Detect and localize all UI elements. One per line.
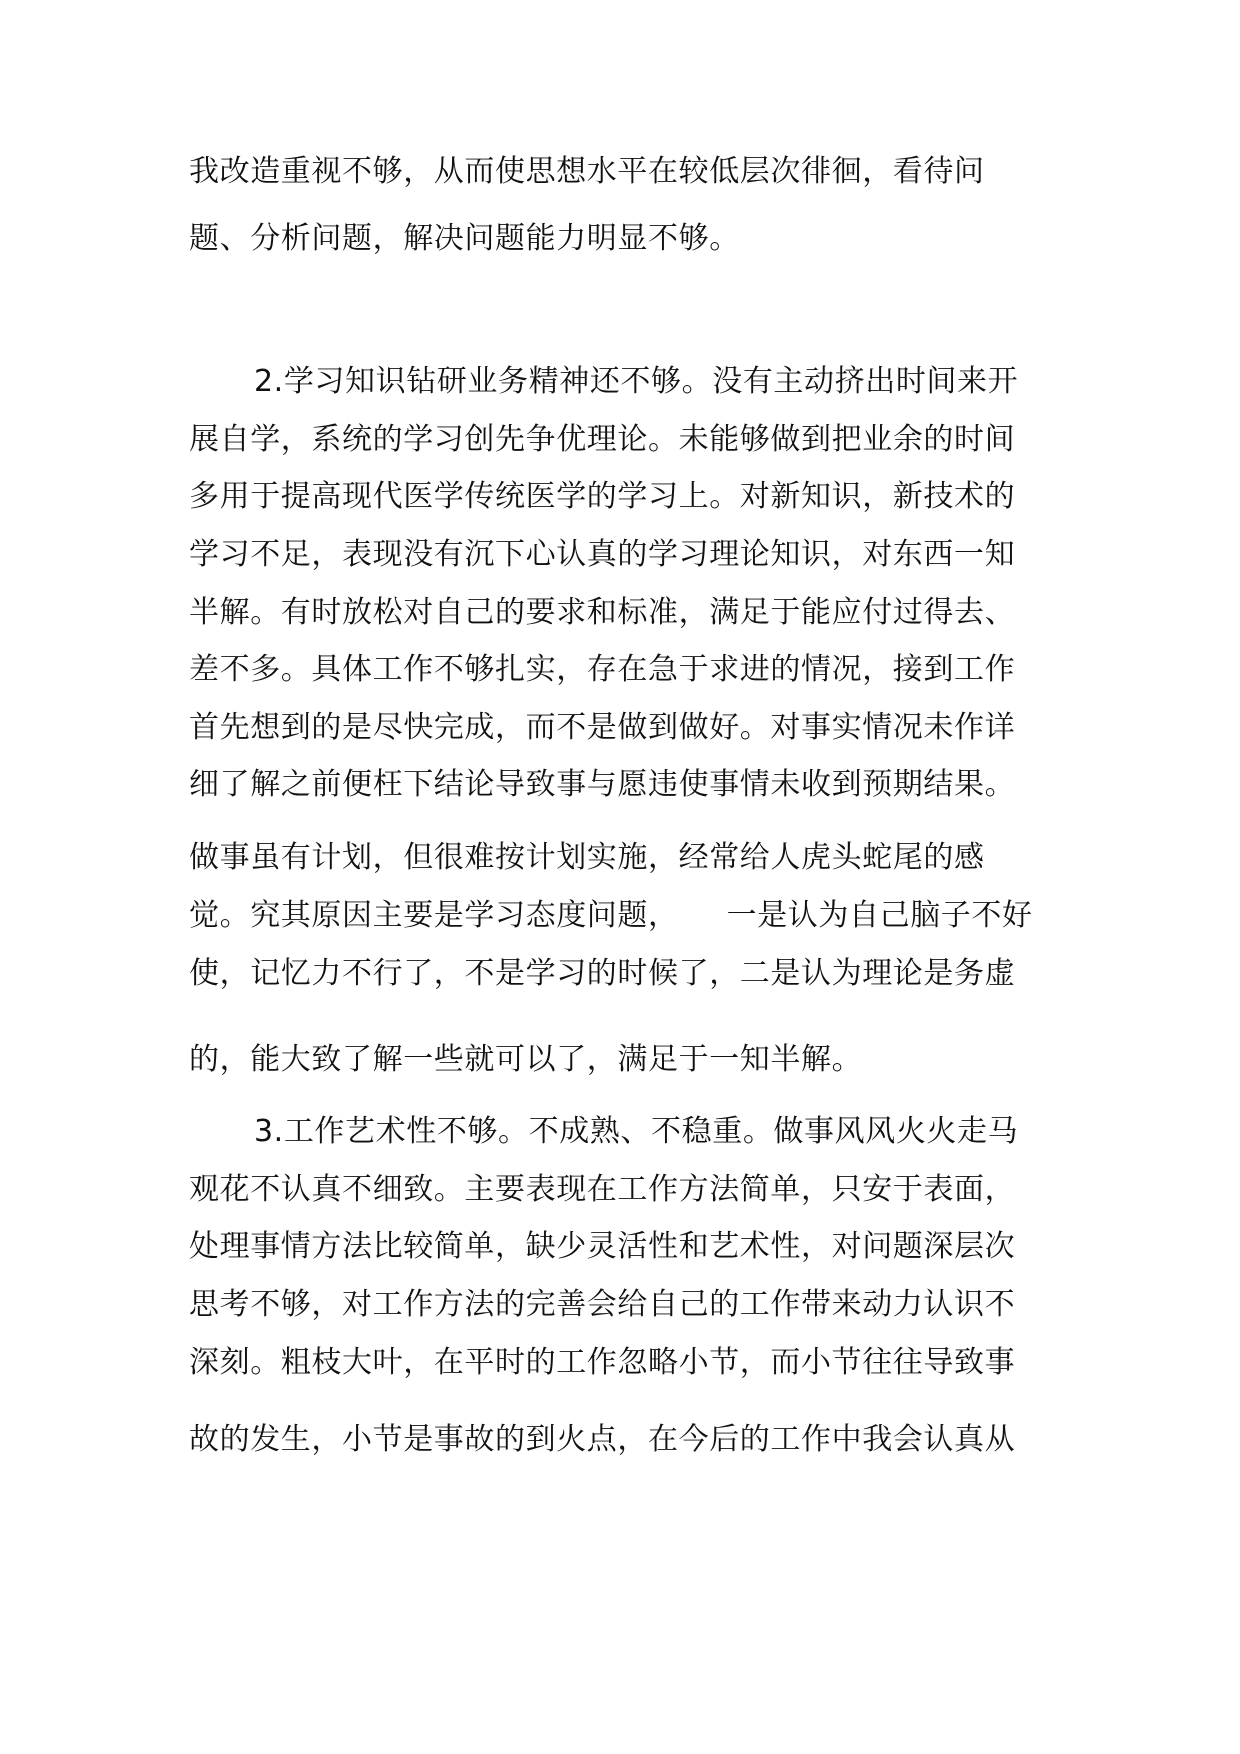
text-line: 故的发生，小节是事故的到火点，在今后的工作中我会认真从 xyxy=(189,1422,1016,1457)
text-fragment: 觉。究其原因主要是学习态度问题， xyxy=(189,898,679,933)
text-line: 3.工作艺术性不够。不成熟、不稳重。做事风风火火走马 xyxy=(254,1114,1019,1149)
text-line: 处理事情方法比较简单，缺少灵活性和艺术性，对问题深层次 xyxy=(189,1229,1016,1264)
text-line: 做事虽有计划，但很难按计划实施，经常给人虎头蛇尾的感 xyxy=(189,840,985,875)
text-line: 题、分析问题，解决问题能力明显不够。 xyxy=(189,221,740,256)
text-line: 我改造重视不够，从而使思想水平在较低层次徘徊，看待问 xyxy=(189,154,985,189)
text-line: 半解。有时放松对自己的要求和标准，满足于能应付过得去、 xyxy=(189,595,1016,630)
text-fragment: 一是认为自己脑子不好 xyxy=(726,898,1033,933)
text-line: 观花不认真不细致。主要表现在工作方法简单，只安于表面， xyxy=(189,1172,1016,1207)
text-line: 首先想到的是尽快完成，而不是做到做好。对事实情况未作详 xyxy=(189,710,1016,745)
text-line: 深刻。粗枝大叶，在平时的工作忽略小节，而小节往往导致事 xyxy=(189,1345,1016,1380)
text-line: 细了解之前便枉下结论导致事与愿违使事情未收到预期结果。 xyxy=(189,767,1016,802)
text-line xyxy=(189,896,1033,936)
text-line: 2.学习知识钻研业务精神还不够。没有主动挤出时间来开 xyxy=(254,364,1019,399)
text-line: 的，能大致了解一些就可以了，满足于一知半解。 xyxy=(189,1042,863,1077)
text-line: 使，记忆力不行了，不是学习的时候了，二是认为理论是务虚 xyxy=(189,956,1016,991)
text-line: 思考不够，对工作方法的完善会给自己的工作带来动力认识不 xyxy=(189,1287,1016,1322)
text-line: 学习不足，表现没有沉下心认真的学习理论知识，对东西一知 xyxy=(189,537,1016,572)
text-line: 展自学，系统的学习创先争优理论。未能够做到把业余的时间 xyxy=(189,422,1016,457)
text-line: 多用于提高现代医学传统医学的学习上。对新知识，新技术的 xyxy=(189,479,1016,514)
text-line: 差不多。具体工作不够扎实，存在急于求进的情况，接到工作 xyxy=(189,652,1016,687)
